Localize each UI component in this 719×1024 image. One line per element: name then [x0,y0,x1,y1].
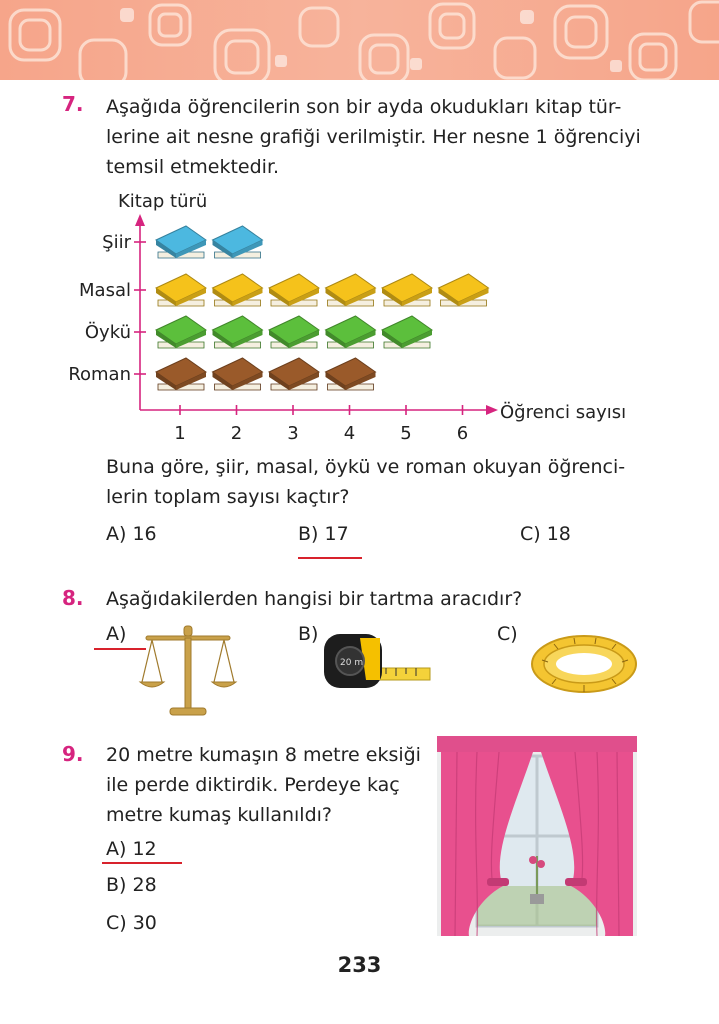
question-7-text-line-3: temsil etmektedir. [106,156,280,178]
book-icon-3-1 [213,358,263,390]
measuring-tape-icon[interactable] [530,630,640,700]
book-pictograph-chart [0,0,719,440]
question-7-ask-line-2: lerin toplam sayısı kaçtır? [106,486,350,508]
category-label-3: Roman [68,364,131,385]
book-icon-2-4 [382,316,432,348]
book-icon-3-0 [156,358,206,390]
x-tick-label-3: 3 [287,423,299,440]
x-tick-label-6: 6 [456,423,469,440]
category-label-0: Şiir [102,232,131,253]
q7-answer-underline [298,557,362,559]
q9-option-a[interactable]: A) 12 [106,838,157,860]
q9-option-b[interactable]: B) 28 [106,874,157,896]
x-tick-label-4: 4 [343,423,356,440]
category-label-2: Öykü [84,322,131,343]
book-icon-3-2 [269,358,319,390]
y-axis-label: Kitap türü [118,191,208,212]
question-8-number: 8. [62,586,84,610]
y-axis-arrow [135,214,145,226]
x-axis-arrow [486,405,498,415]
q9-answer-underline [102,862,182,864]
question-7-ask-line-1: Buna göre, şiir, masal, öykü ve roman okuyan öğrenci- [106,456,626,478]
q7-option-b[interactable]: B) 17 [298,523,349,545]
x-tick-label-5: 5 [400,423,412,440]
book-icon-2-3 [326,316,376,348]
curtains-illustration [437,736,637,936]
q8-option-c[interactable]: C) [497,623,518,645]
question-8-text: Aşağıdakilerden hangisi bir tartma aracıdır? [106,588,523,610]
book-icon-0-1 [213,226,263,258]
book-icon-1-0 [156,274,206,306]
book-icon-2-0 [156,316,206,348]
tape-label: 20 m [340,658,364,668]
q8-option-a[interactable]: A) [106,623,127,645]
book-icon-3-3 [326,358,376,390]
page-number: 233 [337,953,382,977]
question-9-text-line-3: metre kumaş kullanıldı? [106,804,333,826]
question-9-text-line-2: ile perde diktirdik. Perdeye kaç [106,774,400,796]
book-icon-1-4 [382,274,432,306]
x-tick-label-2: 2 [230,423,243,440]
book-icon-1-2 [269,274,319,306]
book-icon-1-1 [213,274,263,306]
category-label-1: Masal [79,280,131,301]
q8-option-b[interactable]: B) [298,623,319,645]
question-7-text-line-2: lerine ait nesne grafiği verilmiştir. Her nesne 1 öğrenciyi [106,126,641,148]
book-icon-2-2 [269,316,319,348]
x-tick-label-1: 1 [174,423,186,440]
book-icon-0-0 [156,226,206,258]
q7-option-a[interactable]: A) 16 [106,523,157,545]
question-9-number: 9. [62,742,84,766]
balance-scale-icon[interactable] [138,622,238,722]
book-icon-1-5 [439,274,489,306]
question-7-number: 7. [62,92,84,116]
question-9-text-line-1: 20 metre kumaşın 8 metre eksiği [106,744,421,766]
tape-measure-icon[interactable] [322,628,432,698]
book-icon-1-3 [326,274,376,306]
book-icon-2-1 [213,316,263,348]
question-7-text-line-1: Aşağıda öğrencilerin son bir ayda okudukları kitap tür- [106,96,622,118]
q7-option-c[interactable]: C) 18 [520,523,571,545]
q9-option-c[interactable]: C) 30 [106,912,157,934]
x-axis-label: Öğrenci sayısı [500,402,627,423]
